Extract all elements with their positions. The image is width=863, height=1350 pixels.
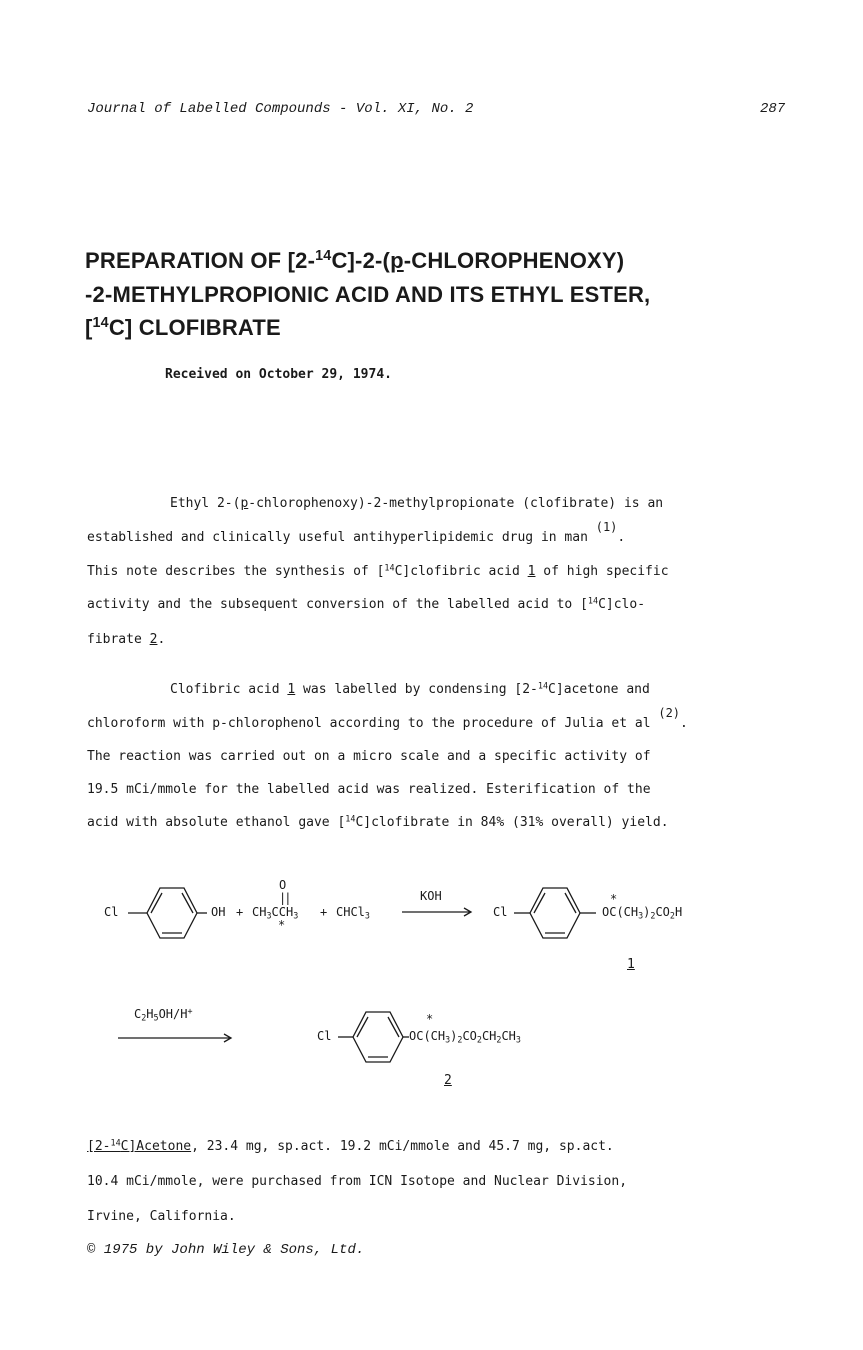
para1-line-4: activity and the subsequent conversion of the labelled acid to [$^{14}$C]clo- — [87, 595, 646, 612]
title-line-1: PREPARATION OF [2-$^{14}$C]-2-(p-CHLOROPHENOXY) — [85, 248, 625, 273]
para2-line-4: 19.5 mCi/mmole for the labelled acid was realized. Esterification of the — [87, 782, 651, 797]
reaction-arrow-2 — [118, 1034, 231, 1042]
para2-line-2: chloroform with p-chlorophenol according to the procedure of Julia et al (2). — [87, 706, 688, 731]
para2-line-3: The reaction was carried out on a micro scale and a specific activity of — [87, 749, 651, 764]
carbonyl-double-bond: || — [279, 891, 290, 905]
running-header: Journal of Labelled Compounds - Vol. XI, No. 2 — [87, 101, 474, 117]
reagent-koh: KOH — [420, 889, 442, 903]
clofibrate-formula: $OC(CH_3)_2CO_2CH_2CH_3$ — [409, 1029, 521, 1045]
para2-line-1: Clofibric acid 1 was labelled by condensing [2-$^{14}$C]acetone and — [170, 680, 650, 697]
copyright-notice: © 1975 by John Wiley & Sons, Ltd. — [87, 1242, 365, 1258]
footnote-line-1: [2-$^{14}$C]Acetone, 23.4 mg, sp.act. 19.2 mCi/mmole and 45.7 mg, sp.act. — [87, 1137, 614, 1154]
clofibric-acid-formula: $OC(CH_3)_2CO_2H$ — [602, 905, 683, 921]
page-number: 287 — [760, 101, 786, 117]
reaction-arrow-1 — [402, 908, 471, 916]
para1-line-5: fibrate 2. — [87, 632, 166, 647]
benzene-ring-acid — [514, 888, 596, 938]
chlorine-label-3: Cl — [317, 1029, 332, 1043]
carbonyl-oxygen: O — [279, 878, 287, 892]
label-star-ester: * — [426, 1012, 434, 1026]
reagent-ethanol-acid: $C_2H_5OH/H^+$ — [134, 1005, 193, 1023]
plus-sign-2: + — [320, 905, 328, 919]
chlorine-label-1: Cl — [104, 905, 119, 919]
chlorine-label-2: Cl — [493, 905, 508, 919]
acetone-formula: $CH_3CCH_3$ — [252, 905, 299, 921]
received-date: Received on October 29, 1974. — [165, 367, 392, 382]
plus-sign-1: + — [236, 905, 244, 919]
para1-line-1: Ethyl 2-(p-chlorophenoxy)-2-methylpropionate (clofibrate) is an — [170, 496, 664, 511]
label-star-acid: * — [610, 892, 618, 906]
title-line-3: [$^{14}$C] CLOFIBRATE — [85, 315, 281, 340]
title-line-2: -2-METHYLPROPIONIC ACID AND ITS ETHYL ESTER, — [85, 282, 651, 307]
compound-label-2: 2 — [444, 1073, 452, 1088]
footnote-line-3: Irvine, California. — [87, 1209, 236, 1224]
para1-line-2: established and clinically useful antihyperlipidemic drug in man (1). — [87, 520, 626, 545]
hydroxyl-label: OH — [211, 905, 226, 919]
compound-label-1: 1 — [627, 957, 635, 972]
chloroform-formula: CHCl$_3$ — [336, 905, 370, 921]
benzene-ring-ester — [338, 1012, 409, 1062]
label-star-acetone: * — [278, 918, 286, 932]
para2-line-5: acid with absolute ethanol gave [$^{14}$C]clofibrate in 84% (31% overall) yield. — [87, 813, 669, 830]
footnote-line-2: 10.4 mCi/mmole, were purchased from ICN Isotope and Nuclear Division, — [87, 1174, 628, 1189]
benzene-ring-chlorophenol — [128, 888, 207, 938]
para1-line-3: This note describes the synthesis of [$^{14}$C]clofibric acid 1 of high specific — [87, 562, 669, 579]
